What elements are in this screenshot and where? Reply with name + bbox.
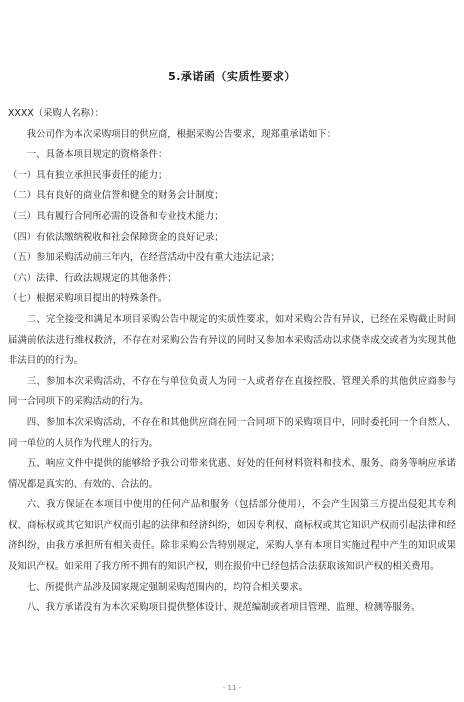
sub-item-1: （一）具有独立承担民事责任的能力； [8,169,168,181]
document-title: 5.承诺函（实质性要求） [168,70,296,83]
sub-item-3: （三）具有履行合同所必需的设备和专业技术能力； [8,210,224,222]
clause-6: 六、我方保证在本项目中使用的任何产品和服务（包括部分使用），不会产生因第三方提出侵犯其专利权、商标权或其它知识产权而引起的法律和经济纠纷，如因专利权、商标权或其它知识产权而引起法律和经济纠纷，由我方承担所有相关责任。除非采购公告特别规定，采购人享有本项目实施过程中产生的知识成果及知识产权。如采用了我方所不拥有的知识产权，则在报价中已经包括合法获取该知识产权的相关费用。 [8,499,456,573]
clause-7: 七、所提供产品涉及国家规定强制采购范围内的，均符合相关要求。 [26,581,309,593]
clause-5: 五、响应文件中提供的能够给予我公司带来优惠、好处的任何材料资料和技术、服务、商务等响应承诺情况都是真实的、有效的、合法的。 [8,458,456,490]
clause-8: 八、我方承诺没有为本次采购项目提供整体设计、规范编制或者项目管理、监理、检测等服务。 [26,602,421,614]
sub-item-7: （七）根据采购项目提出的特殊条件。 [8,293,168,305]
clause-1-heading: 一、具备本项目规定的资格条件： [26,149,168,161]
page-number: - 11 - [222,684,242,692]
salutation: XXXX（采购人名称）： [8,108,104,119]
clause-4: 四、参加本次采购活动，不存在和其他供应商在同一合同项下的采购项目中，同时委托同一个自然人、同一单位的人员作为代理人的行为。 [8,416,456,449]
sub-item-5: （五）参加采购活动前三年内，在经营活动中没有重大违法记录； [8,252,280,264]
sub-item-6: （六）法律、行政法规规定的其他条件； [8,272,177,284]
sub-item-4: （四）有依法缴纳税收和社会保障资金的良好记录； [8,231,224,243]
clause-2: 二、完全接受和满足本项目采购公告中规定的实质性要求，如对采购公告有异议，已经在采购截止时间届满前依法进行维权救济，不存在对采购公告有异议的同时又参加本采购活动以求侥幸成交或者为实现其他非法目的的行为。 [8,313,456,367]
intro-paragraph: 我公司作为本次采购项目的供应商，根据采购公告要求，现郑重承诺如下： [26,128,337,140]
sub-item-2: （二）具有良好的商业信誉和健全的财务会计制度； [8,190,224,202]
clause-3: 三、参加本次采购活动，不存在与单位负责人为同一人或者存在直接控股、管理关系的其他供应商参与同一合同项下的采购活动的行为。 [8,375,456,408]
document-body [8,104,456,619]
